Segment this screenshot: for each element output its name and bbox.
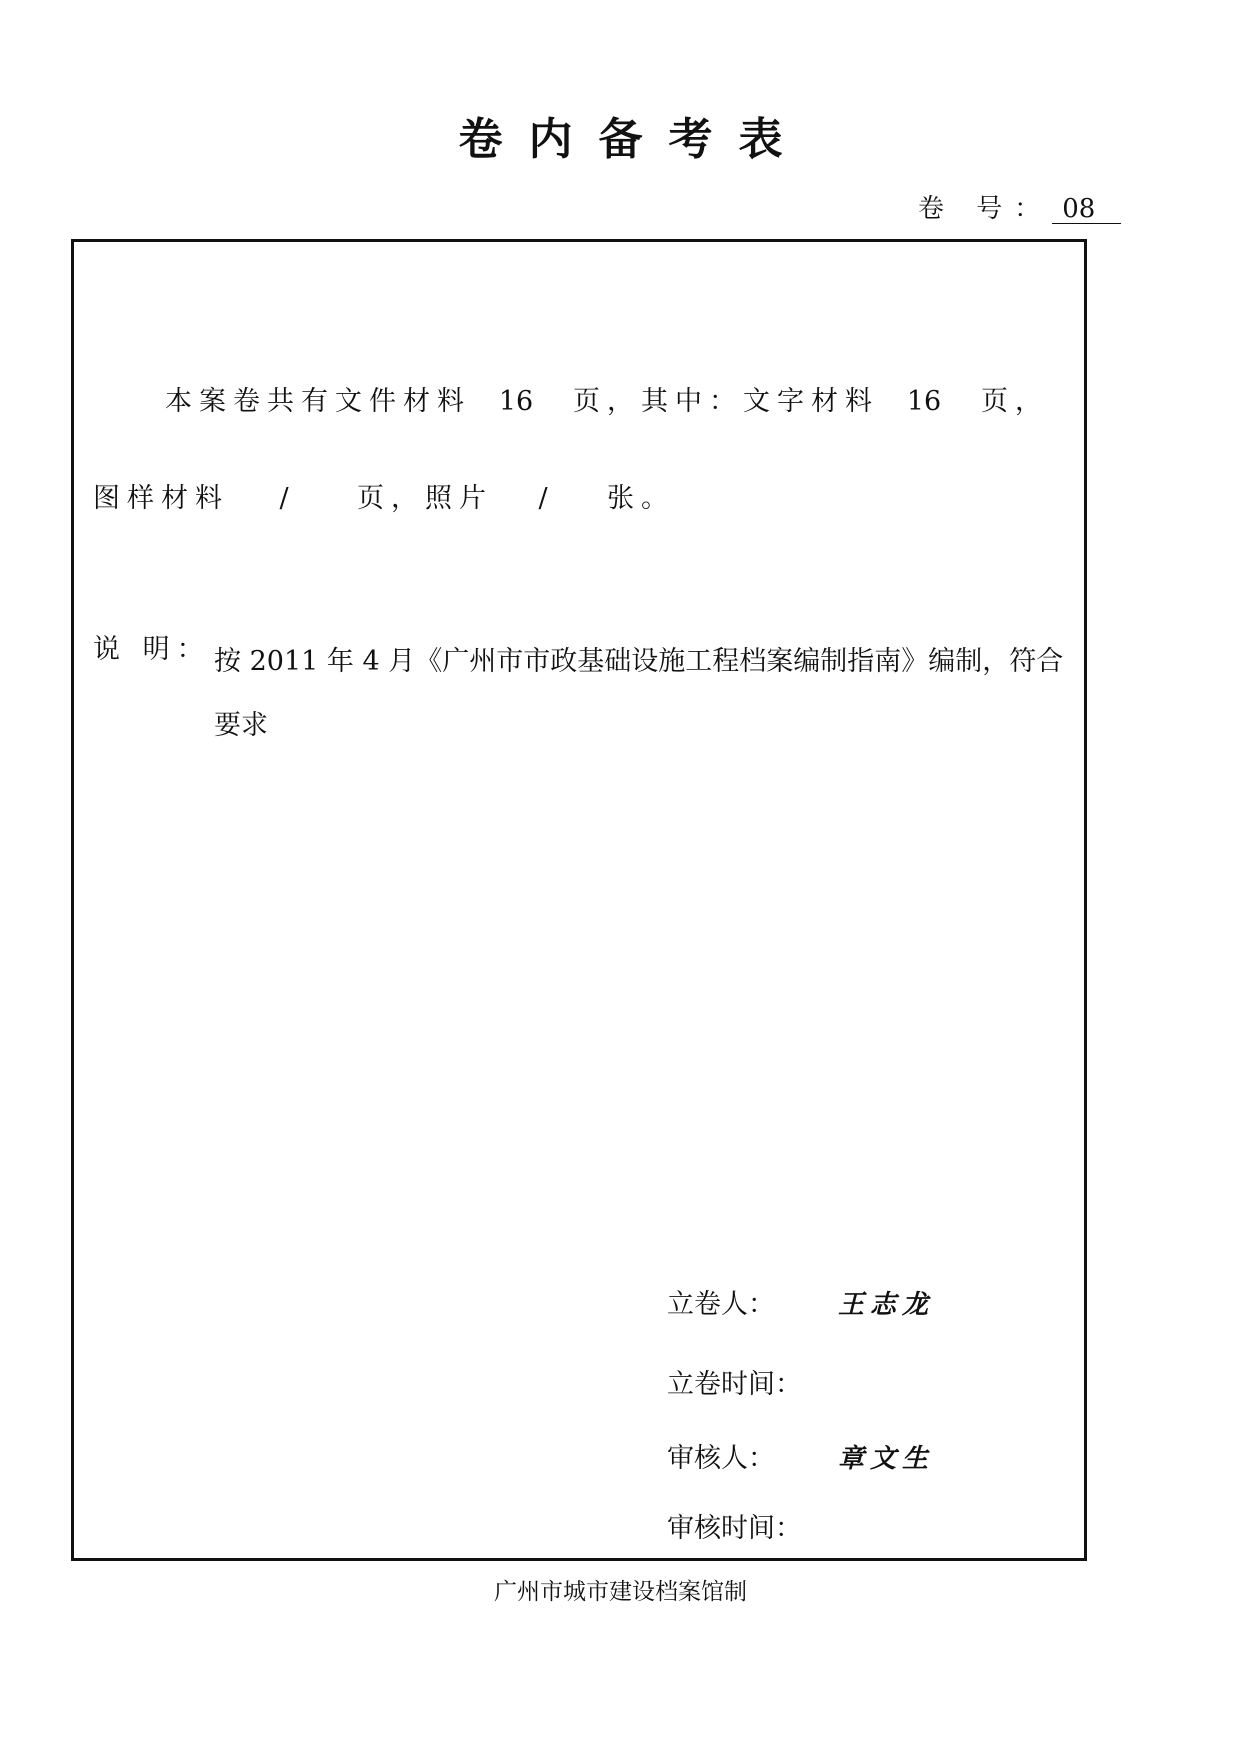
- note-text: 按 2011 年 4 月《广州市市政基础设施工程档案编制指南》编制，符合要求: [214, 646, 1064, 741]
- drawing-pages-unit: 页，照片: [357, 483, 493, 514]
- create-time-label: 立卷时间：: [667, 1369, 802, 1400]
- reviewer-signature: 章文生: [838, 1444, 935, 1474]
- page-title: 卷内备考表: [458, 114, 809, 165]
- total-pages-value: 16: [498, 386, 534, 417]
- summary-unit: 页，其中：: [573, 386, 743, 417]
- form-frame: [71, 239, 1087, 1561]
- text-pages-unit: 页，: [981, 386, 1049, 417]
- photo-count-unit: 张。: [607, 483, 675, 514]
- reviewer-label: 审核人：: [667, 1443, 775, 1474]
- summary-prefix: 本案卷共有文件材料: [165, 386, 471, 417]
- creator-label: 立卷人：: [667, 1289, 775, 1320]
- text-material-label: 文字材料: [743, 386, 879, 417]
- creator-signature: 王志龙: [838, 1290, 935, 1320]
- volume-number-value: 08: [1052, 195, 1121, 224]
- drawing-material-label: 图样材料: [93, 483, 229, 514]
- review-time-label: 审核时间：: [667, 1513, 802, 1544]
- volume-number-label: 卷 号：: [918, 194, 1053, 224]
- text-pages-value: 16: [906, 386, 942, 417]
- volume-number: [918, 192, 1121, 226]
- footer-issuer: 广州市城市建设档案馆制: [494, 1579, 747, 1605]
- photo-count-value: /: [538, 483, 548, 514]
- note-label: 说 明：: [93, 634, 211, 665]
- summary-line-1: [165, 382, 1049, 422]
- drawing-pages-value: /: [279, 483, 289, 514]
- summary-line-2: [93, 479, 675, 519]
